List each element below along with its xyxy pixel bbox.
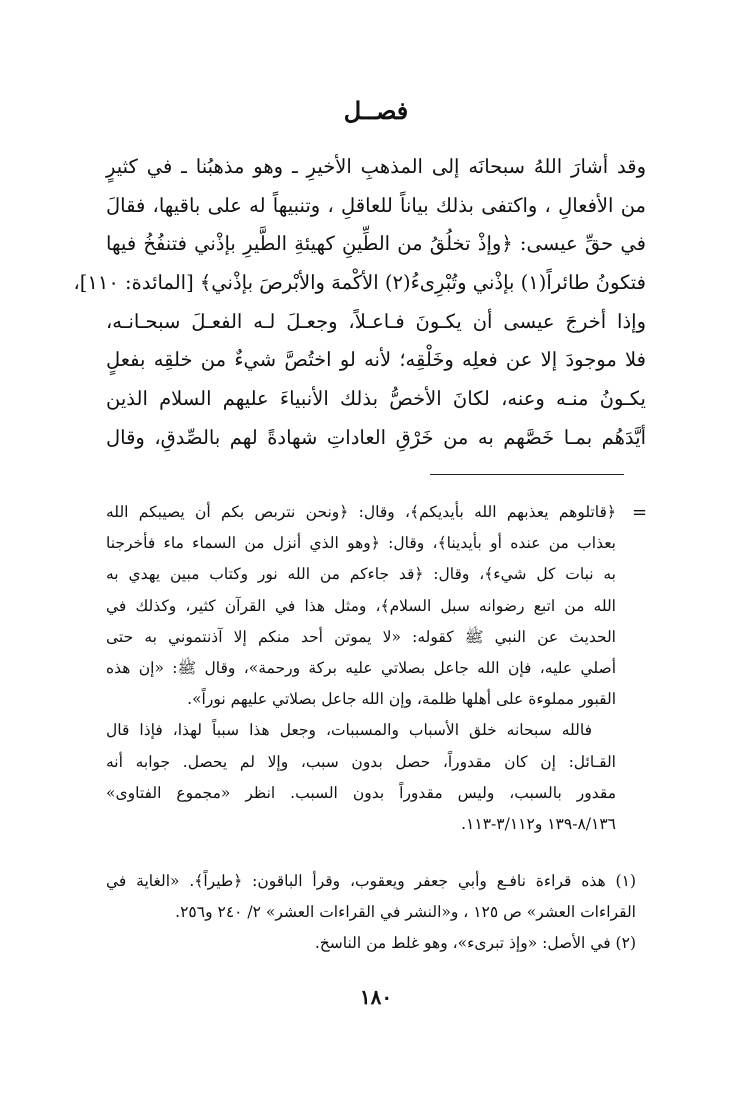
main-text-line: يكـونُ منـه وعنه، لكانَ الأخصُّ بذلك الأنبياءَ عليهم السلام الذين — [106, 387, 646, 411]
footnote-line: بعذاب من عنده أو بأيدينا﴾، وقال: ﴿وهو الذي أنزل من السماء ماء فأخرجنا — [106, 534, 616, 553]
main-text-line: في حقِّ عيسى: ﴿وإذْ تخلُقُ من الطِّينِ كهيئةِ الطَّيرِ بإذْني فتنفُخُ فيها — [106, 232, 646, 256]
footnote-line: الحديث عن النبي ﷺ كقوله: «لا يموتن أحد منكم إلا آذنتموني به حتى — [106, 627, 616, 646]
main-text-line: فتكونُ طائراً(١) بإذْني وتُبْرِىءُ(٢) الأكْمهَ والأبْرصَ بإذْني﴾ [المائدة: ١١٠]، — [73, 271, 646, 295]
main-text-line: فلا موجودَ إلا عن فعلِه وخَلْقِه؛ لأنه لو اختُصَّ شيءٌ من خلقِه بفعلٍ — [106, 348, 646, 372]
main-text-line: أيَّدَهُم بمـا خَصَّهم به من خَرْقِ العاداتِ شهادةً لهم بالصِّدقِ، وقال — [106, 425, 646, 449]
footnote-line: فالله سبحانه خلق الأسباب والمسببات، وجعل هذا سبباً لهذا، فإذا قال — [106, 721, 592, 740]
continuation-marker: = — [632, 502, 648, 523]
page-number: ١٨٠ — [359, 985, 393, 1009]
footnote-continued — [106, 497, 616, 840]
footnote-line: (٢) في الأصل: «وإذ تبرىء»، وهو غلط من الناسخ. — [314, 934, 636, 952]
footnote-line: الله من اتبع رضوانه سبل السلام﴾، ومثل هذا في القرآن كثير، وكذلك في — [106, 596, 616, 615]
footnote-2 — [106, 928, 636, 959]
main-text — [73, 148, 646, 458]
section-title: فصــل — [343, 96, 409, 125]
footnote-line: به نبات كل شيء﴾، وقال: ﴿قد جاءكم من الله نور وكتاب مبين يهدي به — [106, 565, 616, 584]
footnote-line: أصلي عليه، فإن الله جاعل بصلاتي عليه بركة ورحمة»، وقال ﷺ: «إن هذه — [106, 658, 616, 677]
footnote-line: القراءات العشر» ص ١٢٥ ، و«النشر في القراءات العشر» ٢/ ٢٤٠ و٢٥٦. — [175, 903, 636, 921]
main-text-line: من الأفعالِ ، واكتفى بذلك بياناً للعاقلِ ، وتنبيهاً له على باقيها، فقالَ — [106, 193, 646, 217]
footnote-line: (١) هذه قراءة نافـع وأبي جعفر ويعقوب، وقرأ الباقون: ﴿طيراً﴾. «الغاية في — [106, 872, 636, 890]
footnote-line: القبور مملوءة على أهلها ظلمة، وإن الله جاعل بصلاتي عليهم نوراً». — [187, 690, 616, 709]
main-text-line: وإذا أخرجَ عيسى أن يكـونَ فـاعـلاً، وجعـلَ لـه الفعـلَ سبحـانـه، — [106, 309, 646, 333]
footnote-1 — [106, 866, 636, 928]
footnote-line: مقدور بالسبب، وليس مقدوراً بدون السبب. انظر «مجموع الفتاوى» — [106, 783, 616, 802]
footnote-separator — [430, 474, 624, 475]
footnote-line: ٨/١٣٦-١٣٩ و٣/١١٢-١١٣. — [461, 814, 616, 833]
footnote-line: ﴿قاتلوهم يعذبهم الله بأيديكم﴾، وقال: ﴿ونحن نتربص بكم أن يصيبكم الله — [106, 503, 616, 521]
footnote-line: القـائل: إن كان مقدوراً، حصل بدون سبب، وإلا لم يحصل. جوابه أنه — [106, 752, 616, 771]
main-text-line: وقد أشارَ اللهُ سبحانَه إلى المذهبِ الأخيرِ ـ وهو مذهبُنا ـ في كثيرٍ — [106, 155, 646, 178]
